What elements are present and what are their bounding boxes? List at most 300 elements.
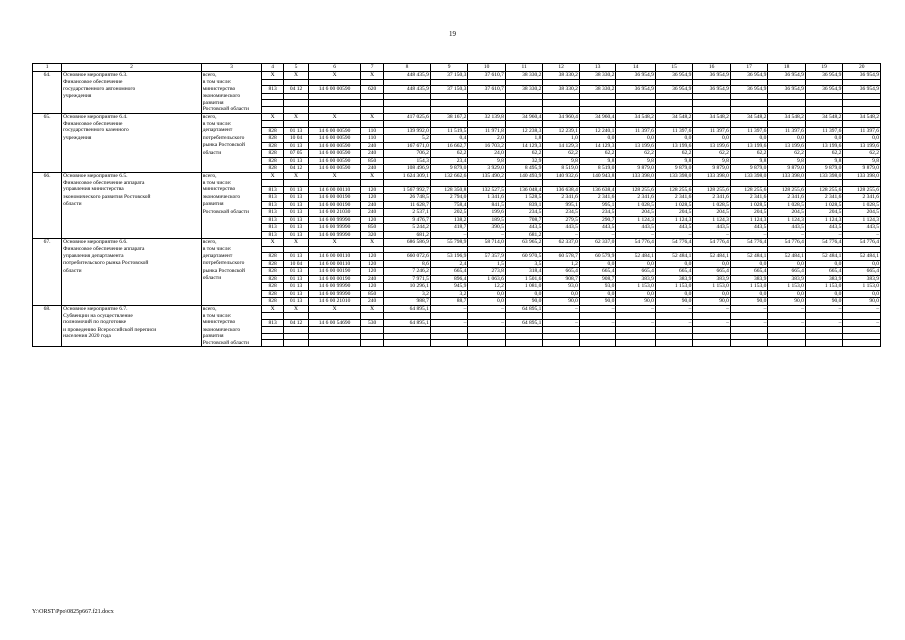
value-cell: Х: [284, 172, 309, 180]
event-name-cell: учреждения: [62, 135, 202, 143]
value-cell: 665,4: [805, 268, 843, 276]
value-cell: 199,6: [468, 209, 506, 217]
value-cell: 1,8: [505, 135, 543, 143]
value-cell: 11 397,6: [730, 127, 768, 135]
row-number-cell: [33, 283, 62, 291]
value-cell: 850: [361, 290, 384, 298]
value-cell: 135 490,2: [468, 172, 506, 180]
value-cell: 38 330,2: [579, 86, 615, 94]
value-cell: 443,5: [843, 224, 881, 232]
value-cell: 01 13: [284, 194, 309, 202]
value-cell: 132 527,5: [468, 186, 506, 194]
event-name-cell: Финансовое обеспечение: [62, 121, 202, 128]
value-cell: 908,7: [579, 275, 615, 283]
value-cell: 204,5: [655, 209, 693, 217]
value-cell: 52 484,1: [805, 253, 843, 261]
value-cell: 37 150,3: [430, 86, 468, 94]
value-cell: 240: [361, 142, 384, 150]
value-cell: 0,0: [579, 260, 615, 268]
value-cell: 1 341,6: [468, 194, 506, 202]
value-cell: 665,4: [543, 268, 579, 276]
value-cell: 2 341,6: [543, 194, 579, 202]
value-cell: 136 048,4: [505, 186, 543, 194]
value-cell: [262, 340, 284, 347]
event-name-cell: [62, 142, 202, 150]
value-cell: 2 341,6: [579, 194, 615, 202]
value-cell: 90,0: [693, 298, 731, 306]
value-cell: 417 025,6: [384, 113, 431, 121]
value-cell: 93,0: [579, 283, 615, 291]
table-row: [33, 194, 881, 202]
value-cell: 14 6 00 00190: [309, 201, 361, 209]
event-name-cell: [62, 106, 202, 113]
value-cell: 64 895,1: [384, 319, 431, 327]
value-cell: 839,1: [505, 201, 543, 209]
value-cell: 0,0: [730, 260, 768, 268]
column-number: 16: [693, 64, 731, 72]
value-cell: 10 296,1: [384, 283, 431, 291]
executor-cell: Ростовской области: [201, 106, 261, 113]
row-number-cell: 64.: [33, 72, 62, 80]
value-cell: 36 954,9: [805, 86, 843, 94]
value-cell: 16 662,7: [430, 142, 468, 150]
value-cell: 34 548,2: [693, 113, 731, 121]
value-cell: 1 028,5: [843, 201, 881, 209]
value-cell: 90,0: [805, 298, 843, 306]
value-cell: –: [543, 319, 579, 327]
event-name-cell: Основное мероприятие 6.7.: [62, 305, 202, 313]
column-number: 17: [730, 64, 768, 72]
event-name-cell: государственного автономного: [62, 86, 202, 94]
value-cell: 1 028,5: [768, 201, 806, 209]
value-cell: 828: [262, 268, 284, 276]
table-row: [33, 106, 881, 113]
value-cell: 140 943,8: [579, 172, 615, 180]
value-cell: 36 954,9: [843, 72, 881, 80]
executor-cell: всего,: [201, 239, 261, 247]
value-cell: 0,0: [693, 260, 731, 268]
column-number: 7: [361, 64, 384, 72]
value-cell: 9 879,0: [768, 165, 806, 173]
table-row: [33, 260, 881, 268]
value-cell: 828: [262, 290, 284, 298]
value-cell: 133 398,0: [843, 172, 881, 180]
value-cell: 273,8: [468, 268, 506, 276]
value-cell: 36 954,9: [693, 72, 731, 80]
value-cell: 1 124,3: [730, 216, 768, 224]
value-cell: 01 13: [284, 275, 309, 283]
value-cell: 813: [262, 186, 284, 194]
value-cell: 34 548,2: [730, 113, 768, 121]
value-cell: 14 6 00 00190: [309, 268, 361, 276]
value-cell: [805, 106, 843, 113]
value-cell: 2 341,6: [768, 194, 806, 202]
value-cell: 2 341,6: [843, 194, 881, 202]
value-cell: 8 519,0: [543, 165, 579, 173]
executor-cell: [201, 165, 261, 173]
value-cell: 0,0: [693, 135, 731, 143]
value-cell: 0,0: [616, 260, 656, 268]
value-cell: 16 703,2: [468, 142, 506, 150]
value-cell: 36 954,9: [655, 86, 693, 94]
value-cell: 34 548,2: [805, 113, 843, 121]
column-number: 4: [262, 64, 284, 72]
value-cell: 1 153,0: [843, 283, 881, 291]
value-cell: 620: [361, 86, 384, 94]
table-row: [33, 231, 881, 239]
value-cell: 1 153,0: [730, 283, 768, 291]
value-cell: 90,0: [616, 298, 656, 306]
value-cell: 9,8: [616, 157, 656, 165]
value-cell: 383,9: [616, 275, 656, 283]
value-cell: 52 484,1: [730, 253, 768, 261]
value-cell: 1 567 992,7: [384, 186, 431, 194]
executor-cell: в том числе:: [201, 180, 261, 187]
value-cell: 828: [262, 135, 284, 143]
value-cell: 13 199,6: [805, 142, 843, 150]
value-cell: 128 255,6: [805, 186, 843, 194]
value-cell: Х: [262, 113, 284, 121]
value-cell: 13 199,6: [655, 142, 693, 150]
value-cell: 136 638,4: [543, 186, 579, 194]
value-cell: [309, 106, 361, 113]
executor-cell: в том числе:: [201, 121, 261, 128]
event-name-cell: и проведению Всероссийской переписи: [62, 327, 202, 334]
value-cell: 90,0: [768, 298, 806, 306]
value-cell: Х: [262, 239, 284, 247]
value-cell: 62,2: [505, 150, 543, 158]
value-cell: –: [430, 231, 468, 239]
value-cell: 52 484,1: [693, 253, 731, 261]
value-cell: 01 13: [284, 298, 309, 306]
value-cell: 2 341,6: [693, 194, 731, 202]
value-cell: 120: [361, 186, 384, 194]
table-row: [33, 135, 881, 143]
value-cell: 665,4: [693, 268, 731, 276]
value-cell: 418,7: [430, 224, 468, 232]
table-row: [33, 186, 881, 194]
executor-cell: рынка Ростовской: [201, 268, 261, 276]
event-name-cell: Субвенции на осуществление: [62, 313, 202, 320]
value-cell: 828: [262, 127, 284, 135]
value-cell: 52 484,1: [768, 253, 806, 261]
event-name-cell: [62, 298, 202, 306]
value-cell: 443,5: [505, 224, 543, 232]
value-cell: 7 971,5: [384, 275, 431, 283]
value-cell: 128 350,8: [430, 186, 468, 194]
value-cell: –: [805, 305, 843, 313]
value-cell: 0,0: [468, 298, 506, 306]
value-cell: 11 397,6: [768, 127, 806, 135]
value-cell: 240: [361, 298, 384, 306]
event-name-cell: [62, 150, 202, 158]
value-cell: –: [655, 231, 693, 239]
value-cell: 54 776,4: [805, 239, 843, 247]
value-cell: 813: [262, 209, 284, 217]
event-name-cell: Финансовое обеспечение аппарата: [62, 246, 202, 253]
value-cell: 128 255,6: [843, 186, 881, 194]
value-cell: 2 341,6: [805, 194, 843, 202]
value-cell: 140 932,6: [543, 172, 579, 180]
event-name-cell: Основное мероприятие 6.4.: [62, 113, 202, 121]
executor-cell: департамент: [201, 253, 261, 261]
value-cell: 01 13: [284, 231, 309, 239]
value-cell: 38 330,2: [543, 86, 579, 94]
row-number-cell: [33, 194, 62, 202]
value-cell: 133 398,0: [616, 172, 656, 180]
value-cell: 1 153,0: [805, 283, 843, 291]
value-cell: 0,0: [579, 135, 615, 143]
executor-cell: [201, 231, 261, 239]
event-name-cell: [62, 209, 202, 217]
value-cell: 9,8: [805, 157, 843, 165]
executor-cell: департамент: [201, 127, 261, 135]
value-cell: 2 341,6: [655, 194, 693, 202]
value-cell: 14 6 00 21010: [309, 298, 361, 306]
value-cell: 813: [262, 319, 284, 327]
value-cell: 850: [361, 157, 384, 165]
value-cell: 204,5: [768, 209, 806, 217]
value-cell: 36 954,9: [768, 86, 806, 94]
value-cell: 01 13: [284, 253, 309, 261]
value-cell: Х: [361, 72, 384, 80]
value-cell: 896,4: [430, 275, 468, 283]
value-cell: 758,4: [430, 201, 468, 209]
value-cell: 9,8: [730, 157, 768, 165]
value-cell: 908,7: [543, 275, 579, 283]
value-cell: 62,2: [579, 150, 615, 158]
value-cell: 11 628,7: [384, 201, 431, 209]
value-cell: 01 13: [284, 127, 309, 135]
value-cell: 0,0: [655, 135, 693, 143]
value-cell: 0,0: [805, 260, 843, 268]
value-cell: 64 895,1: [384, 305, 431, 313]
value-cell: 988,7: [384, 298, 431, 306]
value-cell: 1 028,5: [693, 201, 731, 209]
value-cell: 5 244,2: [384, 224, 431, 232]
value-cell: 390,5: [468, 224, 506, 232]
value-cell: 10 04: [284, 260, 309, 268]
row-number-cell: [33, 298, 62, 306]
value-cell: 290,7: [579, 216, 615, 224]
value-cell: 01 13: [284, 216, 309, 224]
value-cell: 1 624 309,1: [384, 172, 431, 180]
value-cell: Х: [262, 172, 284, 180]
column-number: 1: [33, 64, 62, 72]
value-cell: 995,1: [543, 201, 579, 209]
value-cell: –: [579, 305, 615, 313]
value-cell: Х: [361, 113, 384, 121]
value-cell: [468, 106, 506, 113]
value-cell: –: [430, 305, 468, 313]
value-cell: 0,0: [730, 135, 768, 143]
value-cell: [361, 340, 384, 347]
executor-cell: [201, 290, 261, 298]
event-name-cell: [62, 224, 202, 232]
value-cell: 813: [262, 224, 284, 232]
value-cell: 01 13: [284, 268, 309, 276]
value-cell: 828: [262, 298, 284, 306]
value-cell: –: [730, 231, 768, 239]
value-cell: 443,5: [730, 224, 768, 232]
value-cell: 828: [262, 253, 284, 261]
value-cell: –: [430, 319, 468, 327]
value-cell: 828: [262, 165, 284, 173]
value-cell: Х: [309, 172, 361, 180]
value-cell: 202,5: [430, 209, 468, 217]
value-cell: Х: [284, 239, 309, 247]
value-cell: 128 255,6: [730, 186, 768, 194]
value-cell: 120: [361, 216, 384, 224]
value-cell: –: [655, 319, 693, 327]
row-number-cell: [33, 209, 62, 217]
value-cell: 2 341,6: [616, 194, 656, 202]
event-name-cell: управления министерства: [62, 186, 202, 194]
value-cell: 90,0: [843, 298, 881, 306]
value-cell: 120: [361, 253, 384, 261]
value-cell: 665,4: [768, 268, 806, 276]
value-cell: 0,4: [430, 135, 468, 143]
value-cell: 36 954,9: [843, 86, 881, 94]
budget-table: [32, 63, 881, 347]
value-cell: 2 341,6: [730, 194, 768, 202]
event-name-cell: [62, 157, 202, 165]
value-cell: 443,5: [655, 224, 693, 232]
value-cell: 681,2: [384, 231, 431, 239]
column-number: 11: [505, 64, 543, 72]
table-row: [33, 113, 881, 121]
table-row: [33, 209, 881, 217]
value-cell: 34 548,2: [843, 113, 881, 121]
executor-cell: области: [201, 275, 261, 283]
value-cell: 154,3: [384, 157, 431, 165]
value-cell: –: [579, 319, 615, 327]
value-cell: –: [616, 305, 656, 313]
value-cell: 708,7: [505, 216, 543, 224]
column-number: 10: [468, 64, 506, 72]
value-cell: 53 196,9: [430, 253, 468, 261]
value-cell: 62,2: [616, 150, 656, 158]
value-cell: Х: [284, 305, 309, 313]
event-name-cell: [62, 283, 202, 291]
column-number: 18: [768, 64, 806, 72]
value-cell: 813: [262, 216, 284, 224]
value-cell: 14 6 00 00110: [309, 186, 361, 194]
value-cell: 36 954,9: [616, 72, 656, 80]
executor-cell: развития: [201, 100, 261, 107]
value-cell: 110: [361, 127, 384, 135]
value-cell: 13 199,6: [768, 142, 806, 150]
value-cell: 12,2: [468, 283, 506, 291]
executor-cell: всего,: [201, 113, 261, 121]
value-cell: 13 199,6: [693, 142, 731, 150]
value-cell: 189,5: [468, 216, 506, 224]
column-number: 3: [201, 64, 261, 72]
value-cell: 8,6: [384, 260, 431, 268]
value-cell: 9,8: [468, 157, 506, 165]
value-cell: [430, 106, 468, 113]
value-cell: 62,2: [768, 150, 806, 158]
value-cell: [579, 106, 615, 113]
value-cell: 36 954,9: [730, 86, 768, 94]
value-cell: 9,8: [693, 157, 731, 165]
value-cell: 36 954,9: [693, 86, 731, 94]
value-cell: 240: [361, 275, 384, 283]
event-name-cell: [62, 290, 202, 298]
event-name-cell: потребительского рынка Ростовской: [62, 260, 202, 268]
value-cell: –: [468, 231, 506, 239]
table-row: [33, 283, 881, 291]
value-cell: –: [616, 319, 656, 327]
value-cell: –: [843, 319, 881, 327]
value-cell: 8 495,9: [505, 165, 543, 173]
table-row: [33, 319, 881, 327]
value-cell: 138,2: [430, 216, 468, 224]
value-cell: 1,2: [543, 260, 579, 268]
value-cell: 07 05: [284, 150, 309, 158]
value-cell: 665,4: [655, 268, 693, 276]
value-cell: 34 960,4: [505, 113, 543, 121]
value-cell: 995,1: [579, 201, 615, 209]
table-row: [33, 275, 881, 283]
value-cell: 63 965,2: [505, 239, 543, 247]
value-cell: 234,5: [543, 209, 579, 217]
value-cell: 54 776,4: [693, 239, 731, 247]
table-row: [33, 142, 881, 150]
table-row: [33, 216, 881, 224]
value-cell: 3,2: [430, 290, 468, 298]
value-cell: 14 129,3: [579, 142, 615, 150]
value-cell: 37 150,3: [430, 72, 468, 80]
value-cell: –: [543, 231, 579, 239]
value-cell: 204,5: [730, 209, 768, 217]
event-name-cell: области: [62, 201, 202, 209]
value-cell: –: [730, 305, 768, 313]
value-cell: 813: [262, 194, 284, 202]
value-cell: 55 798,9: [430, 239, 468, 247]
value-cell: 14 6 00 00590: [309, 142, 361, 150]
column-number: 20: [843, 64, 881, 72]
value-cell: 14 6 00 00110: [309, 260, 361, 268]
value-cell: 443,5: [768, 224, 806, 232]
row-number-cell: [33, 142, 62, 150]
value-cell: 1 081,0: [505, 283, 543, 291]
value-cell: –: [693, 319, 731, 327]
value-cell: 9 879,0: [655, 165, 693, 173]
value-cell: 0,0: [655, 260, 693, 268]
value-cell: 60 578,7: [543, 253, 579, 261]
value-cell: 120: [361, 283, 384, 291]
value-cell: 945,9: [430, 283, 468, 291]
executor-cell: всего,: [201, 72, 261, 80]
value-cell: [730, 340, 768, 347]
value-cell: –: [655, 305, 693, 313]
executor-cell: Ростовской области: [201, 209, 261, 217]
value-cell: 60 970,5: [505, 253, 543, 261]
value-cell: [730, 106, 768, 113]
value-cell: 9 879,0: [805, 165, 843, 173]
value-cell: 04 12: [284, 86, 309, 94]
value-cell: 2 794,0: [430, 194, 468, 202]
executor-cell: экономического: [201, 327, 261, 334]
value-cell: 9,8: [543, 157, 579, 165]
value-cell: 36 954,9: [768, 72, 806, 80]
value-cell: 204,5: [693, 209, 731, 217]
value-cell: 01 13: [284, 224, 309, 232]
value-cell: 14 129,3: [505, 142, 543, 150]
table-row: [33, 268, 881, 276]
value-cell: 3,5: [505, 260, 543, 268]
